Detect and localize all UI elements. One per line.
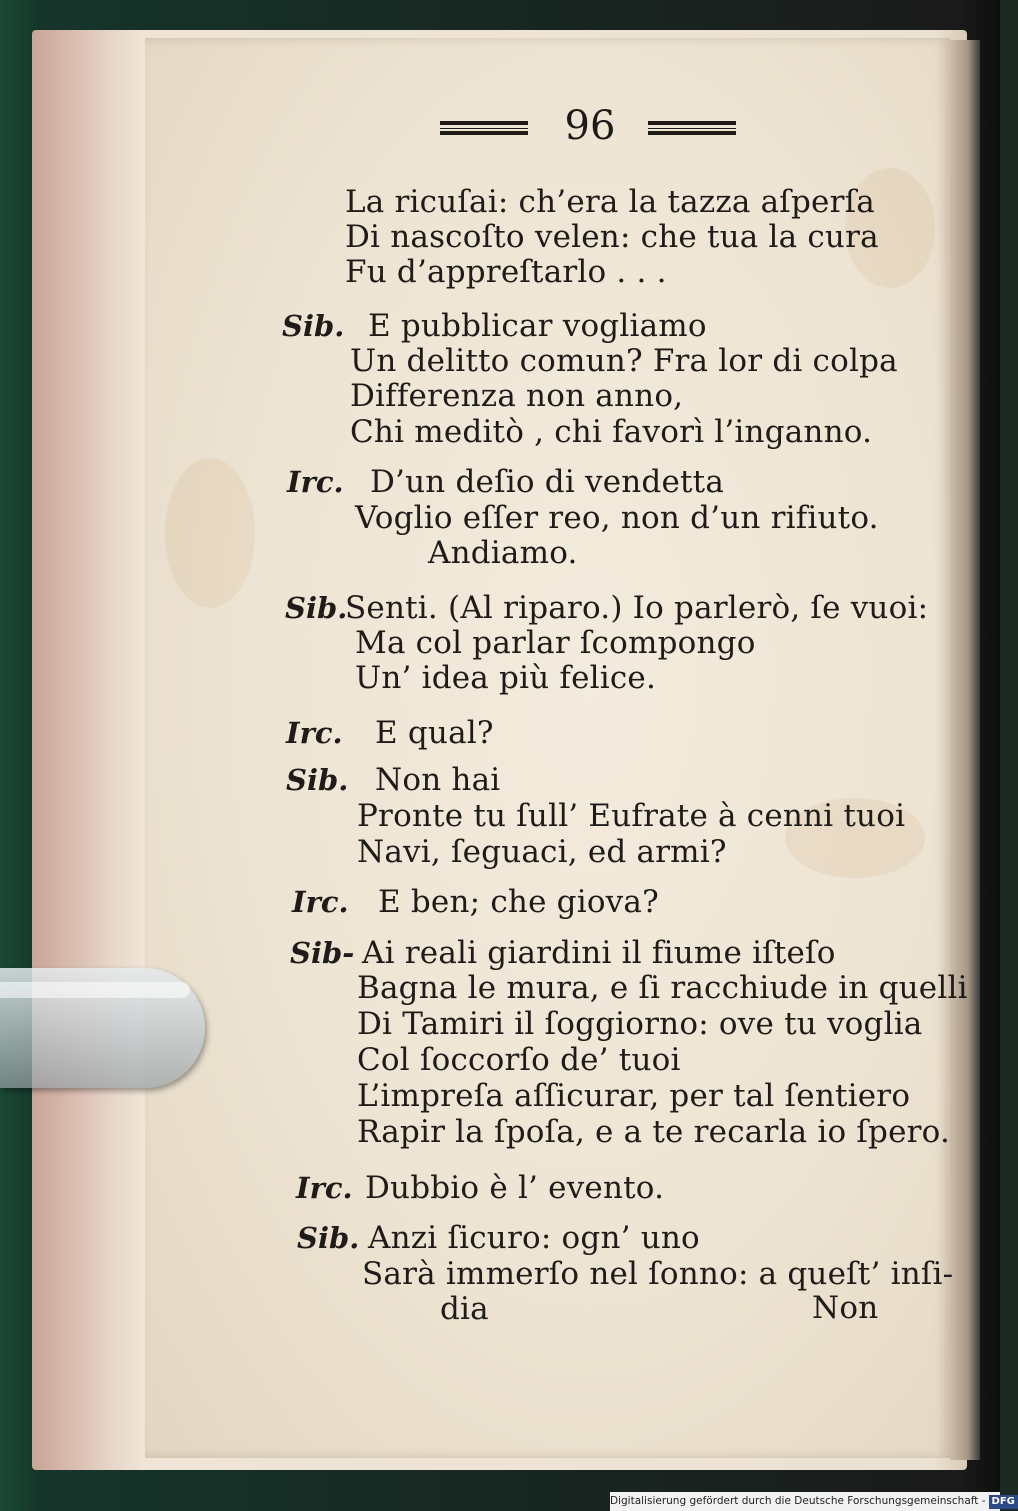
verse-line: Voglio eſſer reo, non d’un rifiuto. xyxy=(355,500,879,536)
verse-line: D’un deſio di vendetta xyxy=(370,464,725,500)
verse-line: Col ſoccorſo de’ tuoi xyxy=(357,1042,681,1078)
verse-line: Senti. (Al riparo.) Io parlerò, ſe vuoi: xyxy=(345,590,929,626)
digitization-credit xyxy=(610,1492,1015,1511)
speaker-label: Irc. xyxy=(292,885,349,919)
credit-text: Digitalisierung gefördert durch die Deutsche Forschungsgemeinschaft - xyxy=(610,1495,986,1507)
verse-line: L’impreſa aſſicurar, per tal ſentiero xyxy=(357,1078,911,1114)
verse-line: E qual? xyxy=(375,715,494,751)
speaker-label: Irc. xyxy=(287,465,344,499)
speaker-label: Sib. xyxy=(285,591,348,625)
verse-line: Un delitto comun? Fra lor di colpa xyxy=(350,343,898,379)
verse-line: Ai reali giardini il fiume iſteſo xyxy=(362,935,836,971)
facing-page-edge xyxy=(950,40,980,1460)
verse-line: Anzi ſicuro: ogn’ uno xyxy=(368,1220,700,1256)
speaker-label: Sib- xyxy=(290,936,355,970)
verse-line: Di nascoſto velen: che tua la cura xyxy=(345,219,879,255)
header-rule-right xyxy=(648,121,736,135)
verse-line: Non hai xyxy=(375,762,501,798)
speaker-label: Sib. xyxy=(282,309,345,343)
verse-line: Andiamo. xyxy=(428,535,578,571)
catchword: Non xyxy=(812,1290,879,1326)
dfg-logo: DFG xyxy=(989,1495,1018,1509)
paper-stain xyxy=(165,458,255,608)
speaker-label: Sib. xyxy=(297,1221,360,1255)
page-number: 96 xyxy=(564,103,616,149)
speaker-label: Sib. xyxy=(286,763,349,797)
verse-line: Di Tamiri il ſoggiorno: ove tu voglia xyxy=(357,1006,923,1042)
verse-line: Pronte tu ſull’ Eufrate à cenni tuoi xyxy=(357,798,906,834)
speaker-label: Irc. xyxy=(296,1171,353,1205)
verse-line: E ben; che giova? xyxy=(378,884,659,920)
verse-line: Navi, ſeguaci, ed armi? xyxy=(357,834,727,870)
verse-line: Dubbio è l’ evento. xyxy=(365,1170,665,1206)
verse-line: E pubblicar vogliamo xyxy=(368,308,707,344)
page-clamp-ruler xyxy=(0,968,205,1088)
verse-line: Un’ idea più felice. xyxy=(355,660,657,696)
verse-line: dia xyxy=(440,1291,489,1327)
verse-line: Differenza non anno, xyxy=(350,378,684,414)
verse-line: Chi meditò , chi favorì l’inganno. xyxy=(350,414,873,450)
verse-line: Sarà immerſo nel ſonno: a queſt’ inſi- xyxy=(362,1256,954,1292)
verse-line: Ma col parlar ſcompongo xyxy=(355,625,756,661)
header-rule-left xyxy=(440,121,528,135)
verse-line: Fu d’appreſtarlo . . . xyxy=(345,254,667,290)
verse-line: La ricuſai: ch’era la tazza aſperſa xyxy=(345,184,875,220)
speaker-label: Irc. xyxy=(286,716,343,750)
verse-line: Bagna le mura, e ſi racchiude in quelli xyxy=(357,970,968,1006)
page-header xyxy=(430,103,750,153)
verse-line: Rapir la ſpoſa, e a te recarla io ſpero. xyxy=(357,1114,951,1150)
